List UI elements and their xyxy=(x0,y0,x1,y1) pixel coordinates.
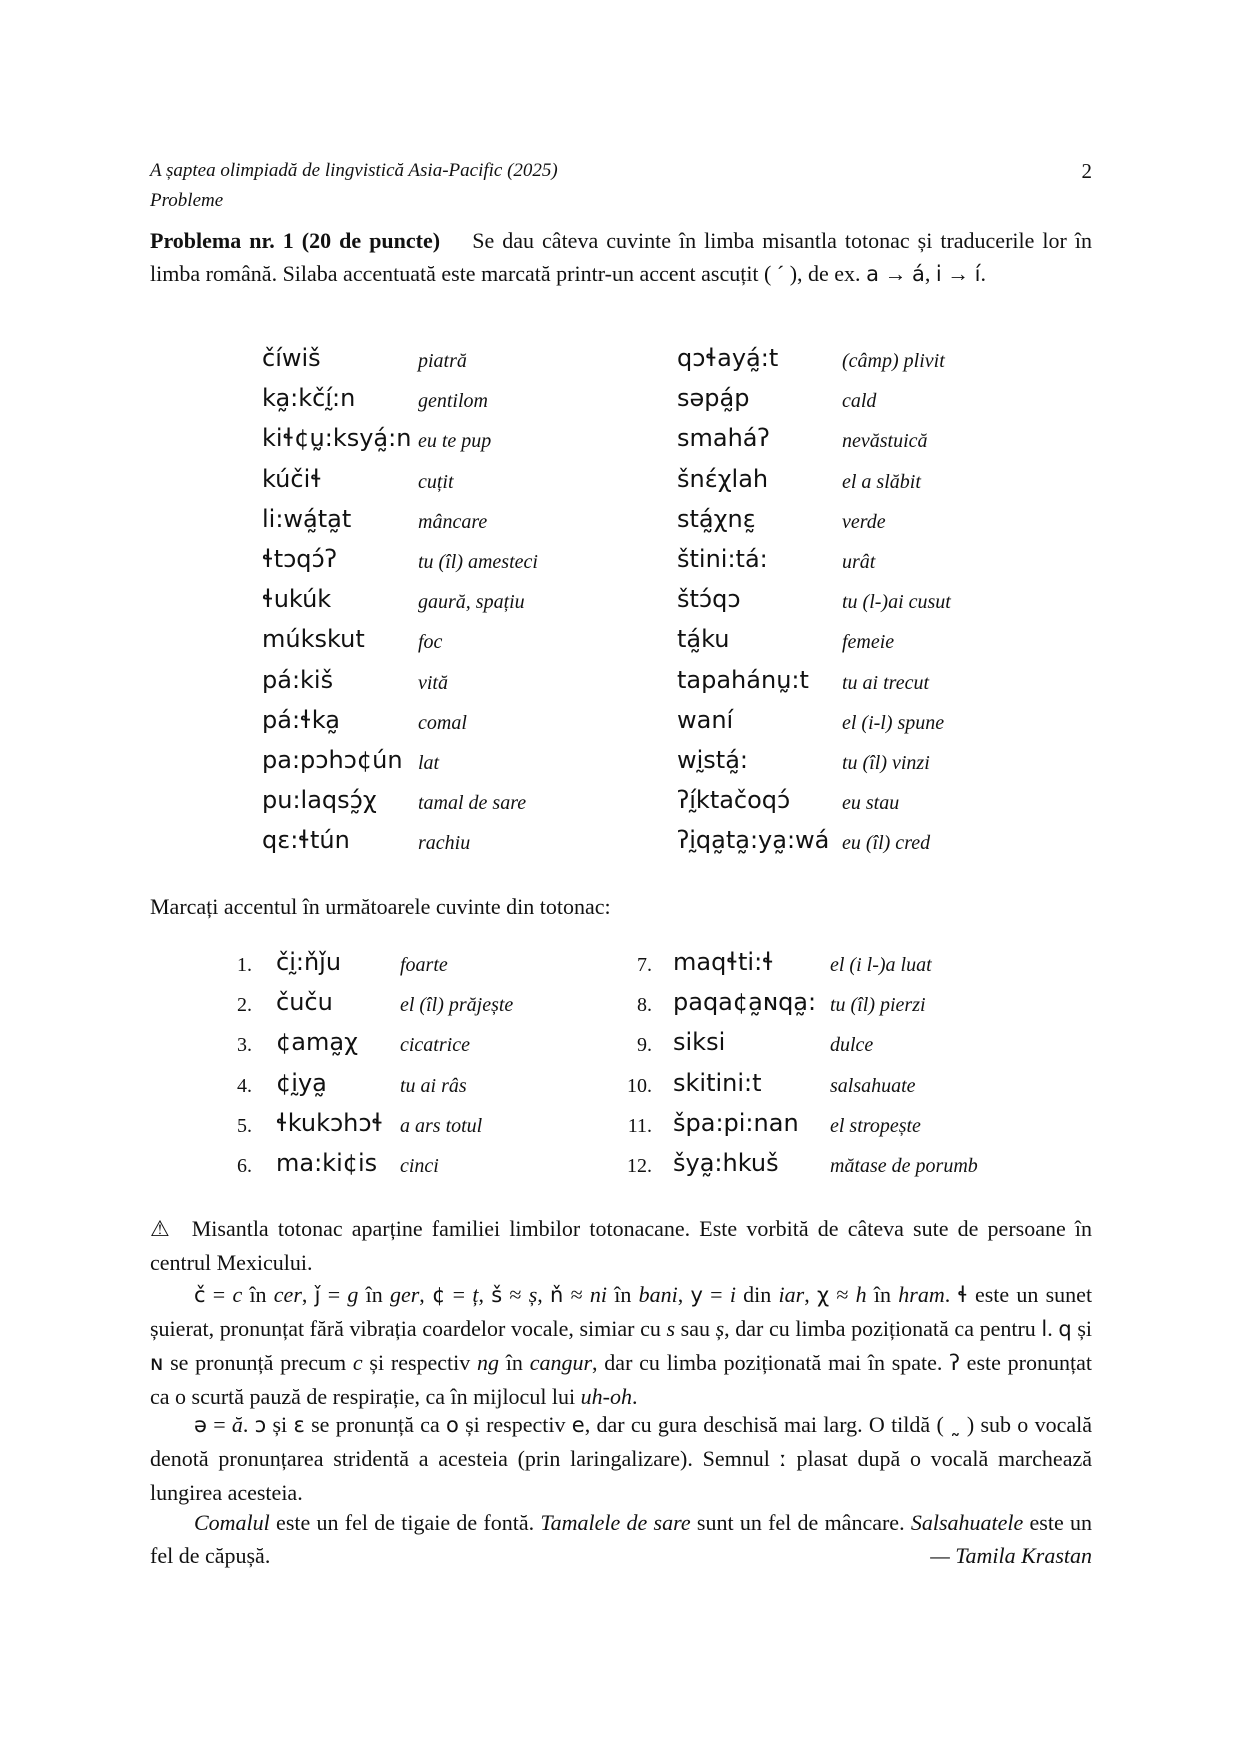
italic-text: Salsahuatele xyxy=(910,1510,1024,1535)
note-text: și respectiv xyxy=(458,1412,572,1437)
translation: urât xyxy=(842,551,876,573)
example-a-accented: á xyxy=(911,262,925,286)
translation: lat xyxy=(418,752,440,774)
note-text: ) sub o vocală denotă pronunțarea stridentă a acesteia (prin laringalizare). Semnul xyxy=(150,1412,1092,1471)
note-text: este pronunțat ca o scurtă pauză de respirație, ca în mijlocul lui xyxy=(150,1350,1092,1409)
note-vowels xyxy=(150,1408,1092,1509)
translation: el a slăbit xyxy=(842,471,921,493)
translation: tu (îl) vinzi xyxy=(842,752,930,774)
totonac-word: kiɬ¢ṵ:ksyá̰:n xyxy=(262,424,412,452)
translation: eu (îl) cred xyxy=(842,832,931,854)
note-text: = xyxy=(320,1282,348,1307)
totonac-word: ¢ḭya̰ xyxy=(276,1069,327,1097)
translation: cicatrice xyxy=(400,1034,470,1056)
example-i: i xyxy=(935,262,942,286)
note-text: din xyxy=(735,1282,779,1307)
italic-text: uh-oh xyxy=(580,1384,632,1409)
translation: a ars totul xyxy=(400,1115,483,1137)
question-number: 4. xyxy=(237,1075,252,1097)
totonac-word: číwiš xyxy=(262,344,321,372)
totonac-word: tá̰ku xyxy=(677,625,730,653)
totonac-word: čḭ:ňǰu xyxy=(276,948,342,976)
note-text: ≈ xyxy=(563,1282,590,1307)
intro-text: Se dau câteva cuvinte în limba misantla totonac și traducerile lor în limba română. Silaba accentuată este marcată printr-un accent ascuțit ( ´ ), de ex. xyxy=(150,228,1092,286)
translation: tu (îl) amesteci xyxy=(418,551,538,573)
totonac-word: ɬukúk xyxy=(262,585,332,613)
translation: el (i-l) spune xyxy=(842,712,945,734)
translation: tamal de sare xyxy=(418,792,527,814)
totonac-word: ma:ki¢is xyxy=(276,1149,378,1177)
translation: foc xyxy=(418,631,443,653)
note-text: și respectiv xyxy=(362,1350,478,1375)
translation: gentilom xyxy=(418,390,488,412)
totonac-word: štini:tá: xyxy=(677,545,768,573)
totonac-word: ʔḭ́ktačoqɔ́ xyxy=(677,786,791,814)
italic-text: ng xyxy=(477,1350,500,1375)
page-header xyxy=(150,156,1092,216)
question-number: 3. xyxy=(237,1034,252,1056)
note-text: ≈ xyxy=(502,1282,529,1307)
italic-text: bani xyxy=(638,1282,678,1307)
translation: foarte xyxy=(400,954,448,976)
note-1-text: Misantla totonac aparține familiei limbilor totonacane. Este vorbită de câteva sute de persoane în centrul Mexicului. xyxy=(150,1216,1092,1275)
note-text: este un sunet șuierat, pronunțat fără vibrația coardelor vocale, simiar cu xyxy=(150,1282,1093,1341)
italic-text: ni xyxy=(589,1282,608,1307)
italic-text: ț xyxy=(472,1282,479,1307)
mark-instruction: Marcați accentul în următoarele cuvinte din totonac: xyxy=(150,894,611,919)
ipa-symbol: ɬ xyxy=(957,1283,968,1307)
author: — Tamila Krastan xyxy=(930,1543,1092,1568)
note-text: = xyxy=(206,1412,232,1437)
italic-text: h xyxy=(855,1282,867,1307)
totonac-word: ¢ama̰χ xyxy=(276,1028,358,1056)
totonac-word: ʔḭqa̰ta̰:ya̰:wá xyxy=(677,826,830,854)
header-title: A șaptea olimpiadă de lingvistică Asia-Pacific (2025) xyxy=(150,160,558,181)
translation: cald xyxy=(842,390,877,412)
question-number: 7. xyxy=(637,954,652,976)
totonac-word: šya̰:hkuš xyxy=(673,1149,779,1177)
ipa-symbol: ɛ xyxy=(293,1413,305,1437)
translation: (câmp) plivit xyxy=(842,350,945,372)
totonac-word: múkskut xyxy=(262,625,365,653)
italic-text: Tamalele de sare xyxy=(540,1510,691,1535)
translation: tu (l-)ai cusut xyxy=(842,591,951,613)
ipa-symbol: ɴ xyxy=(150,1351,164,1375)
note-text: . xyxy=(1047,1316,1059,1341)
note-text: în xyxy=(499,1350,530,1375)
translation: el stropește xyxy=(830,1115,921,1137)
translation: eu te pup xyxy=(418,430,492,452)
example-sep: , xyxy=(924,261,936,286)
note-text: , xyxy=(804,1282,817,1307)
totonac-word: pu:laqsɔ̰́χ xyxy=(262,786,377,814)
note-text: , xyxy=(478,1282,492,1307)
italic-text: Comalul xyxy=(194,1510,270,1535)
italic-text: hram xyxy=(898,1282,945,1307)
italic-text: ă xyxy=(231,1412,243,1437)
question-number: 9. xyxy=(637,1034,652,1056)
ipa-symbol: ˷ xyxy=(950,1413,961,1437)
italic-text: s xyxy=(666,1316,676,1341)
totonac-word: tapahánṵ:t xyxy=(677,666,809,694)
italic-text: cer xyxy=(273,1282,302,1307)
problem-intro xyxy=(150,224,1092,291)
question-number: 5. xyxy=(237,1115,252,1137)
translation: mătase de porumb xyxy=(830,1155,978,1177)
note-text: și xyxy=(266,1412,294,1437)
translation: dulce xyxy=(830,1034,874,1056)
translation: rachiu xyxy=(418,832,471,854)
note-text: se pronunță precum xyxy=(163,1350,353,1375)
totonac-word: kúčiɬ xyxy=(262,465,322,493)
page-number: 2 xyxy=(1081,159,1092,183)
translation: tu (îl) pierzi xyxy=(830,994,926,1016)
question-number: 10. xyxy=(627,1075,652,1097)
note-text: . xyxy=(631,1384,638,1409)
italic-text: iar xyxy=(778,1282,805,1307)
note-text: , dar cu limba poziționată mai în spate. xyxy=(592,1350,950,1375)
italic-text: c xyxy=(352,1350,363,1375)
note-text: ≈ xyxy=(829,1282,856,1307)
translation: tu ai râs xyxy=(400,1075,467,1097)
italic-text: c xyxy=(232,1282,243,1307)
translation: cuțit xyxy=(418,471,454,493)
note-text: este un fel de tigaie de fontă. xyxy=(269,1510,541,1535)
note-text: , xyxy=(537,1282,551,1307)
translation: gaură, spațiu xyxy=(418,591,525,613)
translation: comal xyxy=(418,712,467,734)
ipa-symbol: l xyxy=(1041,1317,1048,1341)
translation: salsahuate xyxy=(830,1075,916,1097)
totonac-word: ɬkukɔhɔɬ xyxy=(276,1109,384,1137)
totonac-word: siksi xyxy=(673,1028,726,1056)
note-text: sau xyxy=(675,1316,716,1341)
note-text: , dar cu gura deschisă mai larg. O tildă ( xyxy=(584,1412,951,1437)
italic-text: cangur xyxy=(529,1350,593,1375)
note-text: , xyxy=(301,1282,315,1307)
question-number: 11. xyxy=(627,1115,652,1137)
header-subtitle: Probleme xyxy=(150,190,224,211)
ipa-symbol: q xyxy=(1058,1317,1072,1341)
note-text: sunt un fel de mâncare. xyxy=(690,1510,911,1535)
italic-text: ș xyxy=(528,1282,538,1307)
translation: el (îl) prăjește xyxy=(400,994,514,1016)
ipa-symbol: ǰ xyxy=(314,1283,321,1307)
note-text: în xyxy=(866,1282,899,1307)
note-text: se pronunță ca xyxy=(304,1412,446,1437)
totonac-word: qɛ:ɬtún xyxy=(262,826,350,854)
question-number: 8. xyxy=(637,994,652,1016)
totonac-word: pá:ɬka̰ xyxy=(262,706,340,734)
totonac-word: stá̰χnɛ̰ xyxy=(677,505,756,533)
question-number: 12. xyxy=(627,1155,652,1177)
totonac-word: ka̰:kčḭ́:n xyxy=(262,384,356,412)
warning-icon: ⚠ xyxy=(150,1217,174,1242)
note-text: în xyxy=(607,1282,639,1307)
totonac-word: čuču xyxy=(276,988,333,1016)
ipa-symbol: o xyxy=(445,1413,459,1437)
example-end: . xyxy=(980,261,986,286)
totonac-word: waní xyxy=(677,706,734,734)
totonac-word: šnɛ́χlah xyxy=(677,465,769,493)
ipa-symbol: š xyxy=(491,1283,503,1307)
note-text: plasat după o vocală marchează lungirea acesteia. xyxy=(150,1446,1092,1505)
translation: nevăstuică xyxy=(842,430,928,452)
italic-text: ger xyxy=(389,1282,420,1307)
italic-text: g xyxy=(347,1282,359,1307)
ipa-symbol: ʔ xyxy=(949,1351,960,1375)
totonac-word: štɔ́qɔ xyxy=(677,585,741,613)
note-glossary xyxy=(150,1506,1092,1572)
translation: femeie xyxy=(842,631,895,653)
note-text: = xyxy=(702,1282,730,1307)
ipa-symbol: y xyxy=(690,1283,703,1307)
note-text: = xyxy=(445,1282,473,1307)
question-number: 2. xyxy=(237,994,252,1016)
note-text: = xyxy=(205,1282,233,1307)
totonac-word: pá:kiš xyxy=(262,666,334,694)
ipa-symbol: č xyxy=(194,1283,206,1307)
arrow-glyph: → xyxy=(884,261,907,286)
translation: cinci xyxy=(400,1155,439,1177)
translation: piatră xyxy=(418,350,467,372)
ipa-symbol: ¢ xyxy=(432,1283,446,1307)
translation: mâncare xyxy=(418,511,488,533)
ipa-symbol: ň xyxy=(550,1283,564,1307)
totonac-word: skitini:t xyxy=(673,1069,762,1097)
note-text: în xyxy=(358,1282,390,1307)
translation: verde xyxy=(842,511,886,533)
arrow-glyph-2: → xyxy=(947,261,970,286)
translation: vită xyxy=(418,672,448,694)
note-text: , xyxy=(677,1282,691,1307)
example-i-accented: í xyxy=(974,262,981,286)
totonac-word: səpá̰p xyxy=(677,384,750,412)
note-language-info xyxy=(150,1212,1092,1279)
ipa-symbol: χ xyxy=(816,1283,830,1307)
translation: tu ai trecut xyxy=(842,672,930,694)
italic-text: i xyxy=(729,1282,736,1307)
ipa-symbol: ɔ xyxy=(254,1413,267,1437)
note-text: este un fel de căpușă. xyxy=(150,1510,1093,1568)
totonac-word: qɔɬayá̰:t xyxy=(677,344,779,372)
note-text: , dar cu limba poziționată ca pentru xyxy=(724,1316,1042,1341)
note-pronunciation xyxy=(150,1278,1092,1413)
translation: eu stau xyxy=(842,792,900,814)
question-number: 1. xyxy=(237,954,252,976)
totonac-word: maqɬti:ɬ xyxy=(673,948,774,976)
ipa-symbol: e xyxy=(571,1413,585,1437)
note-text: , xyxy=(419,1282,433,1307)
totonac-word: smaháʔ xyxy=(677,424,770,452)
totonac-word: špa:pi:nan xyxy=(673,1109,799,1137)
totonac-word: ɬtɔqɔ́ʔ xyxy=(262,545,337,573)
totonac-word: li:wá̰ta̰t xyxy=(262,505,352,533)
ipa-symbol: ː xyxy=(779,1447,787,1471)
note-text: și xyxy=(1071,1316,1092,1341)
totonac-word: pa:pɔhɔ¢ún xyxy=(262,746,403,774)
note-text: . xyxy=(944,1282,958,1307)
italic-text: ș xyxy=(715,1316,725,1341)
note-text: . xyxy=(242,1412,255,1437)
totonac-word: wḭstá̰: xyxy=(677,746,749,774)
problem-label: Problema nr. 1 (20 de puncte) xyxy=(150,228,441,253)
example-a: a xyxy=(866,262,879,286)
translation: el (i l-)a luat xyxy=(830,954,932,976)
question-number: 6. xyxy=(237,1155,252,1177)
totonac-word: paqa¢a̰ɴqa̰: xyxy=(673,988,817,1016)
ipa-symbol: ə xyxy=(194,1413,207,1437)
note-text: în xyxy=(242,1282,274,1307)
